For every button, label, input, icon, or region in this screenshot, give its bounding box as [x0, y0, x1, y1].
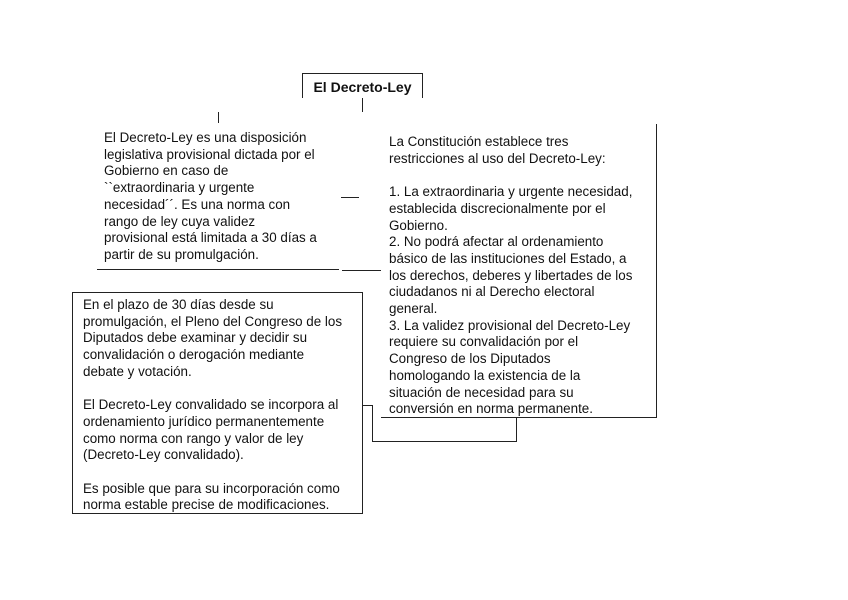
restriction-line: Gobierno.: [389, 217, 448, 233]
definition-line: necesidad´´. Es una norma con: [104, 196, 291, 212]
restrictions-intro-line: restricciones al uso del Decreto-Ley:: [389, 150, 606, 166]
restriction-line: situación de necesidad para su: [389, 384, 574, 400]
convalidation-line: (Decreto-Ley convalidado).: [83, 447, 244, 463]
connector-conv-right: [363, 405, 372, 406]
restriction-line: ciudadanos ni al Derecho electoral: [389, 284, 595, 300]
restriction-line: conversión en norma permanente.: [389, 401, 593, 417]
definition-line: provisional está limitada a 30 días a: [104, 230, 317, 246]
convalidation-box: [72, 292, 363, 514]
convalidation-line: Diputados debe examinar y decidir su: [83, 330, 308, 346]
restriction-line: requiere su convalidación por el: [389, 334, 579, 350]
convalidation-line: En el plazo de 30 días desde su: [83, 297, 274, 312]
connector-bottom: [372, 441, 517, 442]
definition-line: El Decreto-Ley es una disposición: [104, 130, 307, 145]
restriction-line: establecida discrecionalmente por el: [389, 200, 606, 216]
connector-to-restrictions: [342, 270, 381, 271]
definition-line: rango de ley cuya validez: [104, 213, 256, 229]
convalidation-line: debate y votación.: [83, 363, 192, 379]
restriction-line: homologando la existencia de la: [389, 367, 581, 383]
definition-box: [104, 130, 349, 264]
convalidation-line: como norma con rango y valor de ley: [83, 430, 304, 446]
convalidation-line: ordenamiento jurídico permanentemente: [83, 413, 325, 429]
connector-title-down: [362, 98, 363, 112]
convalidation-line: promulgación, el Pleno del Congreso de los: [83, 313, 343, 329]
restriction-line: general.: [389, 301, 438, 317]
restrictions-box: [381, 124, 657, 418]
diagram-title: El Decreto-Ley: [302, 73, 423, 98]
definition-line: ``extraordinaria y urgente: [104, 180, 255, 196]
restrictions-intro-line: La Constitución establece tres: [389, 134, 569, 149]
connector-left-tick: [218, 112, 219, 123]
convalidation-line: convalidación o derogación mediante: [83, 347, 305, 363]
definition-underline: [97, 269, 339, 270]
convalidation-line: Es posible que para su incorporación como: [83, 480, 340, 496]
convalidation-line: norma estable precise de modificaciones.: [83, 497, 330, 513]
restriction-line: 2. No podrá afectar al ordenamiento: [389, 234, 604, 250]
restriction-line: 3. La validez provisional del Decreto-Ley: [389, 317, 631, 333]
connector-bottom-up: [516, 418, 517, 441]
convalidation-line: El Decreto-Ley convalidado se incorpora al: [83, 397, 339, 413]
definition-line: partir de su promulgación.: [104, 246, 259, 262]
restriction-line: básico de las instituciones del Estado, a: [389, 250, 627, 266]
definition-line: legislativa provisional dictada por el: [104, 146, 315, 162]
connector-conv-vertical: [372, 405, 373, 441]
restriction-line: 1. La extraordinaria y urgente necesidad,: [389, 184, 633, 200]
definition-line: Gobierno en caso de: [104, 163, 229, 179]
restriction-line: Congreso de los Diputados: [389, 351, 551, 367]
restriction-line: los derechos, deberes y libertades de los: [389, 267, 633, 283]
